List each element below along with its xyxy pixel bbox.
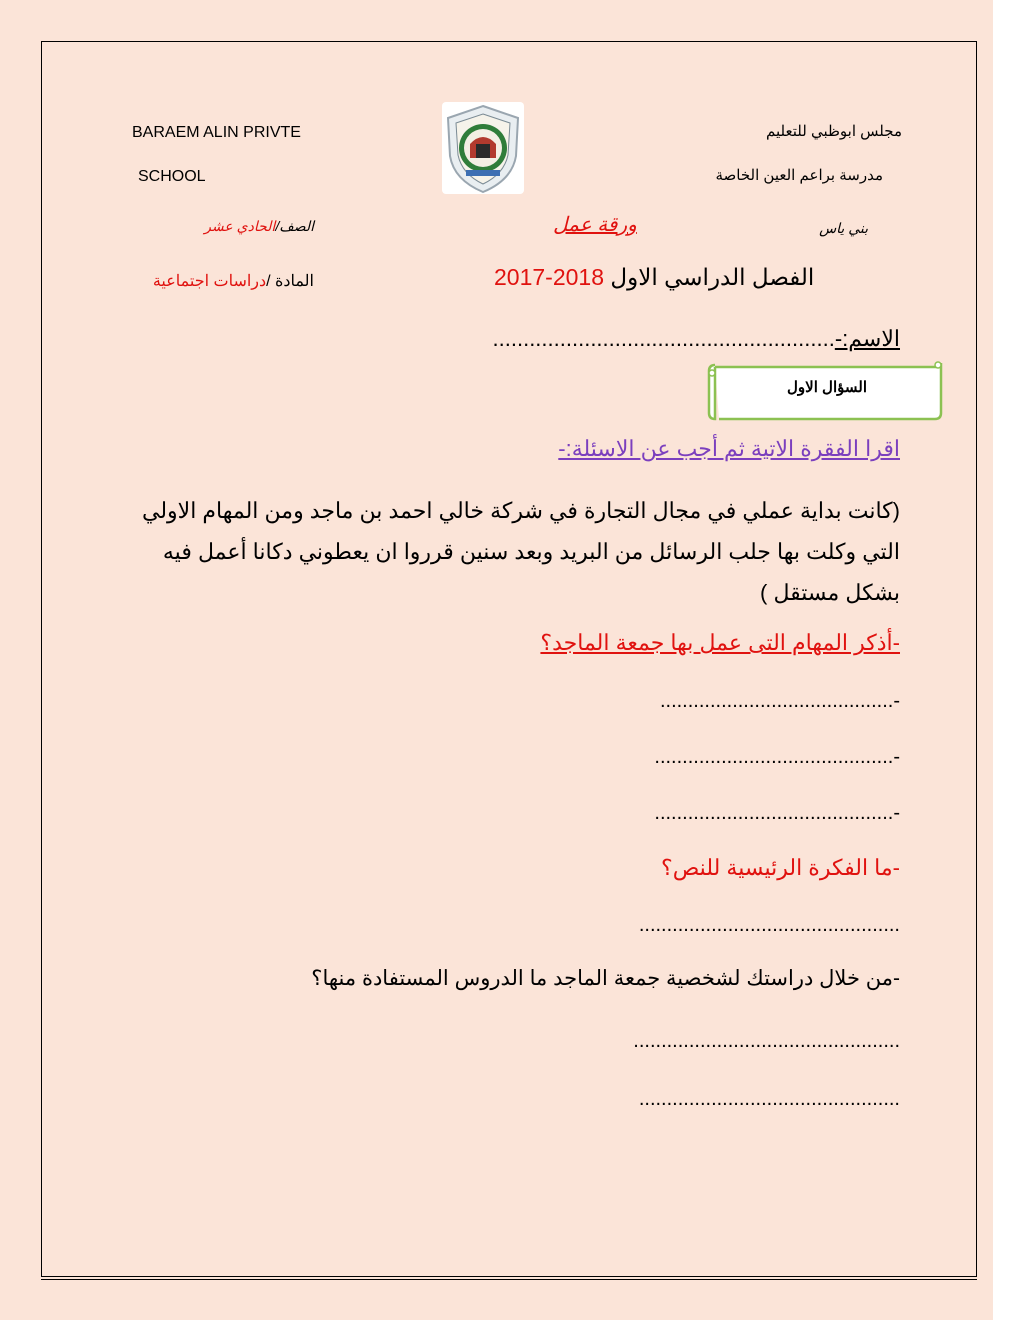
question-3-answer-line-1: ................................................ [633, 1030, 900, 1052]
student-name-row [493, 326, 900, 352]
council-name: مجلس ابوظبي للتعليم [766, 123, 902, 140]
subject-field [153, 271, 314, 291]
school-shield-emblem-icon [440, 100, 526, 250]
semester-year: 2017-2018 [494, 264, 604, 290]
question-1-text: -أذكر المهام التى عمل بها جمعة الماجد؟ [540, 630, 900, 655]
question-3-answer-line-2: ............................................... [638, 1088, 900, 1110]
subject-value: دراسات اجتماعية [152, 273, 267, 290]
grade-label: الصف/ [275, 218, 314, 234]
instruction-text: اقرا الفقرة الاتية ثم أجب عن الاسئلة:- [558, 436, 900, 461]
school-name-ar: مدرسة براعم العين الخاصة [715, 167, 883, 184]
school-name-en-line2: SCHOOL [138, 168, 206, 185]
question-3-text: -من خلال دراستك لشخصية جمعة الماجد ما الدروس المستفادة منها؟ [311, 967, 900, 990]
grade-value: الحادي عشر [204, 218, 276, 234]
question-2-answer-line-1: ............................................... [638, 914, 900, 936]
question-1-answer-line-3: -........................................... [654, 802, 900, 824]
question-1-answer-line-1: -.......................................... [659, 690, 900, 712]
worksheet-title: ورقة عمل [553, 214, 637, 236]
page-border-bottom-line [41, 1279, 977, 1280]
semester-label: الفصل الدراسي الاول [610, 264, 815, 290]
semester-line [494, 264, 814, 291]
student-name-dots: ........................................................ [492, 326, 835, 351]
city-name: بني ياس [819, 220, 868, 236]
question-1-answer-line-2: -........................................... [654, 746, 900, 768]
student-name-label: الاسم:- [834, 326, 900, 351]
grade-field [204, 218, 314, 235]
question-2-text: -ما الفكرة الرئيسية للنص؟ [661, 855, 900, 880]
subject-label: المادة / [266, 273, 314, 290]
school-name-en-line1: BARAEM ALIN PRIVTE [132, 124, 301, 141]
reading-paragraph: (كانت بداية عملي في مجال التجارة في شركة خالي احمد بن ماجد ومن المهام الاولي التي وكلت بها جلب الرسائل من البريد وبعد سنين قرروا ان يعطوني دكانا أعمل فيه بشكل مستقل ) [141, 498, 900, 605]
question-label: السؤال الاول [787, 379, 867, 396]
